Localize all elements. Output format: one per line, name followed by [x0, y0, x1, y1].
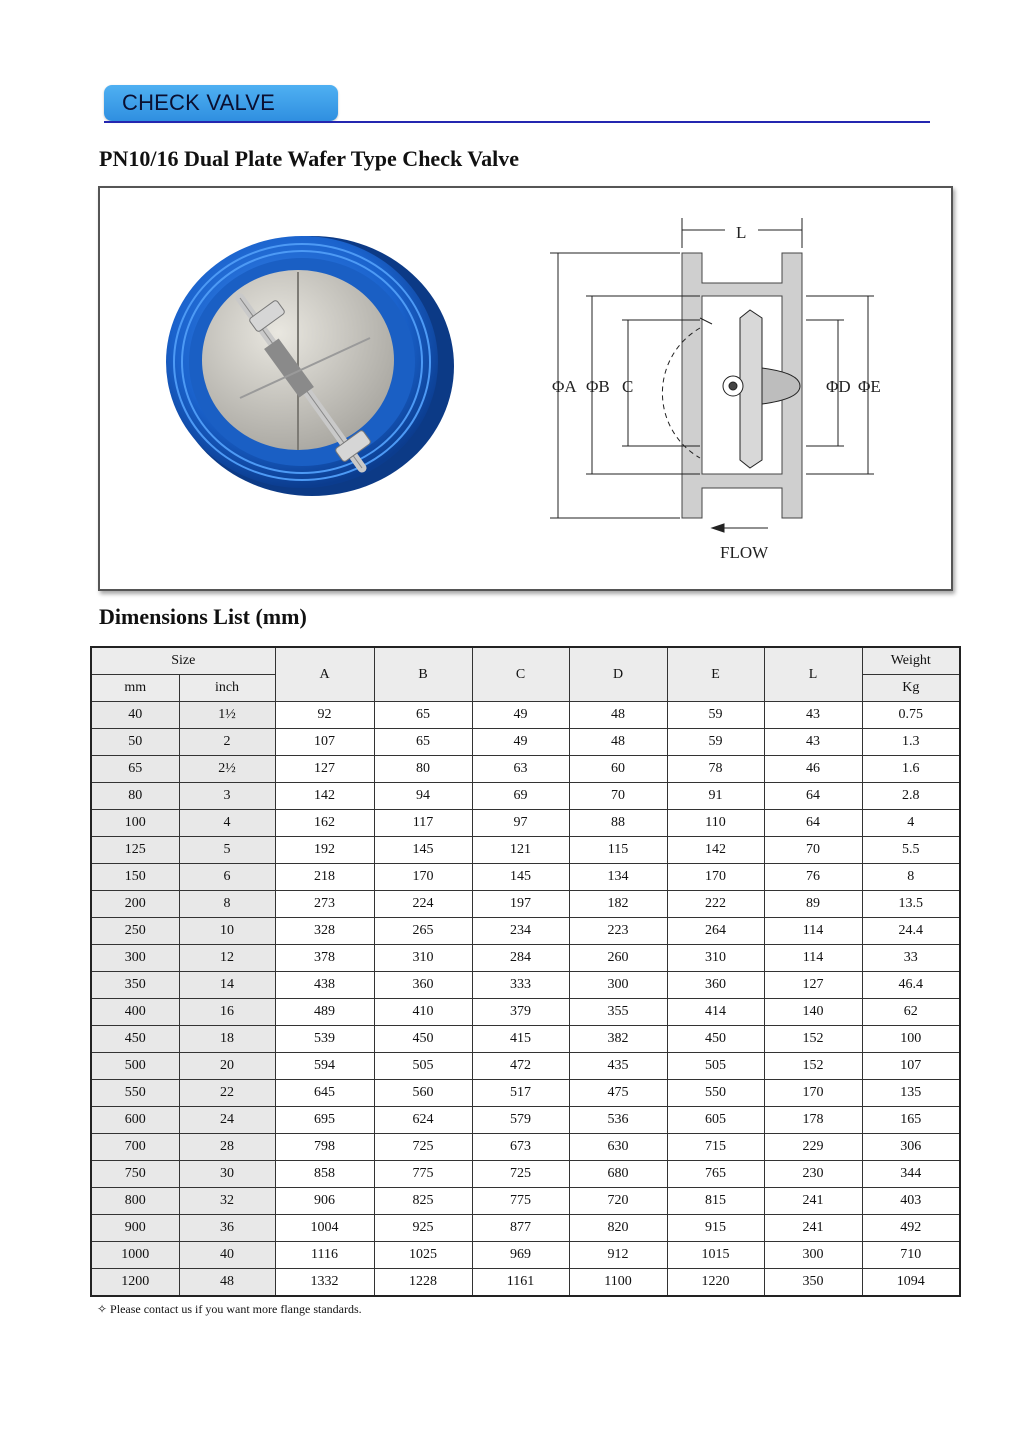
cell-A: 594 [275, 1053, 374, 1080]
cell-B: 80 [374, 756, 472, 783]
cell-B: 360 [374, 972, 472, 999]
table-row [91, 1080, 960, 1107]
cell-L: 241 [764, 1215, 862, 1242]
table-row [91, 1188, 960, 1215]
cell-weight: 46.4 [862, 972, 960, 999]
cell-L: 152 [764, 1053, 862, 1080]
cell-weight: 344 [862, 1161, 960, 1188]
cell-E: 915 [667, 1215, 764, 1242]
cell-inch: 6 [179, 864, 275, 891]
cell-D: 820 [569, 1215, 667, 1242]
cell-L: 127 [764, 972, 862, 999]
cell-L: 114 [764, 945, 862, 972]
cell-weight: 33 [862, 945, 960, 972]
cell-inch: 14 [179, 972, 275, 999]
cell-L: 46 [764, 756, 862, 783]
cell-mm: 900 [91, 1215, 179, 1242]
cell-E: 360 [667, 972, 764, 999]
cell-C: 63 [472, 756, 569, 783]
cell-inch: 40 [179, 1242, 275, 1269]
cell-L: 70 [764, 837, 862, 864]
cell-B: 775 [374, 1161, 472, 1188]
cell-L: 140 [764, 999, 862, 1026]
cell-D: 720 [569, 1188, 667, 1215]
cell-A: 328 [275, 918, 374, 945]
cell-weight: 107 [862, 1053, 960, 1080]
cell-C: 49 [472, 702, 569, 729]
cell-D: 382 [569, 1026, 667, 1053]
cell-C: 472 [472, 1053, 569, 1080]
cell-D: 182 [569, 891, 667, 918]
cell-mm: 80 [91, 783, 179, 810]
cell-E: 815 [667, 1188, 764, 1215]
col-header-C: C [472, 647, 569, 702]
cell-A: 1004 [275, 1215, 374, 1242]
cell-inch: 18 [179, 1026, 275, 1053]
cell-B: 224 [374, 891, 472, 918]
cell-E: 78 [667, 756, 764, 783]
cell-A: 798 [275, 1134, 374, 1161]
cell-A: 378 [275, 945, 374, 972]
cell-E: 1220 [667, 1269, 764, 1297]
table-row [91, 891, 960, 918]
cell-D: 912 [569, 1242, 667, 1269]
cell-C: 49 [472, 729, 569, 756]
cell-A: 127 [275, 756, 374, 783]
product-figure [98, 186, 953, 591]
table-row [91, 837, 960, 864]
cell-D: 223 [569, 918, 667, 945]
cell-D: 355 [569, 999, 667, 1026]
cell-A: 1116 [275, 1242, 374, 1269]
valve-photo [166, 236, 454, 496]
cell-A: 92 [275, 702, 374, 729]
dimensions-table [90, 646, 961, 1297]
cell-D: 70 [569, 783, 667, 810]
cell-weight: 403 [862, 1188, 960, 1215]
cell-inch: 12 [179, 945, 275, 972]
cell-weight: 100 [862, 1026, 960, 1053]
dimensions-title: Dimensions List (mm) [99, 604, 307, 629]
cell-weight: 2.8 [862, 783, 960, 810]
cell-mm: 450 [91, 1026, 179, 1053]
cell-E: 414 [667, 999, 764, 1026]
col-header-D: D [569, 647, 667, 702]
cell-E: 264 [667, 918, 764, 945]
cell-D: 134 [569, 864, 667, 891]
section-banner [104, 85, 338, 121]
cell-L: 43 [764, 702, 862, 729]
cell-E: 110 [667, 810, 764, 837]
cell-B: 925 [374, 1215, 472, 1242]
cell-inch: 16 [179, 999, 275, 1026]
mm-header: mm [91, 675, 179, 702]
cell-weight: 24.4 [862, 918, 960, 945]
table-row [91, 1269, 960, 1297]
cell-inch: 48 [179, 1269, 275, 1297]
cell-B: 145 [374, 837, 472, 864]
cell-B: 65 [374, 702, 472, 729]
cell-B: 450 [374, 1026, 472, 1053]
col-header-E: E [667, 647, 764, 702]
cell-inch: 32 [179, 1188, 275, 1215]
cell-mm: 150 [91, 864, 179, 891]
cell-A: 438 [275, 972, 374, 999]
cell-inch: 22 [179, 1080, 275, 1107]
cell-C: 1161 [472, 1269, 569, 1297]
cell-L: 114 [764, 918, 862, 945]
dimensions-table-body [91, 702, 960, 1297]
cell-mm: 500 [91, 1053, 179, 1080]
cell-D: 680 [569, 1161, 667, 1188]
col-header-L: L [764, 647, 862, 702]
footnote: ✧ Please contact us if you want more flange standards. [97, 1302, 362, 1316]
cell-mm: 200 [91, 891, 179, 918]
cell-E: 222 [667, 891, 764, 918]
cell-C: 517 [472, 1080, 569, 1107]
cell-mm: 125 [91, 837, 179, 864]
cell-L: 170 [764, 1080, 862, 1107]
cell-inch: 30 [179, 1161, 275, 1188]
cell-L: 229 [764, 1134, 862, 1161]
cell-E: 59 [667, 702, 764, 729]
table-row [91, 1215, 960, 1242]
cell-L: 43 [764, 729, 862, 756]
cell-D: 300 [569, 972, 667, 999]
cell-L: 89 [764, 891, 862, 918]
cell-L: 64 [764, 810, 862, 837]
cell-mm: 750 [91, 1161, 179, 1188]
cell-L: 178 [764, 1107, 862, 1134]
cell-D: 536 [569, 1107, 667, 1134]
cell-B: 117 [374, 810, 472, 837]
table-row [91, 1134, 960, 1161]
cell-A: 539 [275, 1026, 374, 1053]
cell-weight: 62 [862, 999, 960, 1026]
cell-mm: 400 [91, 999, 179, 1026]
cell-C: 284 [472, 945, 569, 972]
cell-C: 877 [472, 1215, 569, 1242]
cell-B: 505 [374, 1053, 472, 1080]
table-row [91, 918, 960, 945]
cell-weight: 1094 [862, 1269, 960, 1297]
cell-E: 550 [667, 1080, 764, 1107]
cell-A: 489 [275, 999, 374, 1026]
cell-E: 1015 [667, 1242, 764, 1269]
cell-inch: 1½ [179, 702, 275, 729]
cell-weight: 0.75 [862, 702, 960, 729]
cell-mm: 1200 [91, 1269, 179, 1297]
dim-label-E: ΦE [858, 377, 881, 396]
cell-inch: 24 [179, 1107, 275, 1134]
banner-label: CHECK VALVE [122, 90, 275, 115]
cell-mm: 700 [91, 1134, 179, 1161]
dim-label-D: ΦD [826, 377, 851, 396]
size-header: Size [91, 647, 275, 675]
cell-L: 300 [764, 1242, 862, 1269]
cell-D: 60 [569, 756, 667, 783]
cell-D: 475 [569, 1080, 667, 1107]
dim-label-A: ΦA [552, 377, 577, 396]
cell-A: 192 [275, 837, 374, 864]
cell-B: 1025 [374, 1242, 472, 1269]
table-row [91, 1026, 960, 1053]
cell-A: 107 [275, 729, 374, 756]
dim-label-B: ΦB [586, 377, 610, 396]
cell-inch: 2½ [179, 756, 275, 783]
cell-A: 695 [275, 1107, 374, 1134]
cell-C: 97 [472, 810, 569, 837]
cell-E: 59 [667, 729, 764, 756]
cell-C: 333 [472, 972, 569, 999]
cell-mm: 50 [91, 729, 179, 756]
cell-B: 1228 [374, 1269, 472, 1297]
cell-A: 162 [275, 810, 374, 837]
cell-A: 218 [275, 864, 374, 891]
dim-label-L: L [736, 223, 747, 242]
cell-mm: 250 [91, 918, 179, 945]
cell-mm: 600 [91, 1107, 179, 1134]
cell-E: 765 [667, 1161, 764, 1188]
cell-mm: 550 [91, 1080, 179, 1107]
cell-inch: 4 [179, 810, 275, 837]
cell-D: 435 [569, 1053, 667, 1080]
cell-weight: 1.6 [862, 756, 960, 783]
cell-C: 775 [472, 1188, 569, 1215]
cell-C: 579 [472, 1107, 569, 1134]
table-row [91, 783, 960, 810]
cell-mm: 40 [91, 702, 179, 729]
cell-weight: 135 [862, 1080, 960, 1107]
cell-A: 273 [275, 891, 374, 918]
cell-C: 121 [472, 837, 569, 864]
cell-B: 560 [374, 1080, 472, 1107]
flow-label: FLOW [720, 543, 769, 562]
cell-inch: 5 [179, 837, 275, 864]
table-row [91, 864, 960, 891]
cell-L: 350 [764, 1269, 862, 1297]
cell-B: 410 [374, 999, 472, 1026]
cell-C: 145 [472, 864, 569, 891]
cell-mm: 1000 [91, 1242, 179, 1269]
cell-inch: 36 [179, 1215, 275, 1242]
table-row [91, 999, 960, 1026]
valve-illustration [100, 188, 951, 589]
cell-B: 265 [374, 918, 472, 945]
cell-weight: 306 [862, 1134, 960, 1161]
cell-D: 48 [569, 729, 667, 756]
table-row [91, 729, 960, 756]
cell-inch: 10 [179, 918, 275, 945]
cell-inch: 3 [179, 783, 275, 810]
table-row [91, 1053, 960, 1080]
cell-C: 415 [472, 1026, 569, 1053]
cell-inch: 20 [179, 1053, 275, 1080]
cell-B: 825 [374, 1188, 472, 1215]
cell-B: 94 [374, 783, 472, 810]
table-row [91, 810, 960, 837]
cell-A: 645 [275, 1080, 374, 1107]
col-header-B: B [374, 647, 472, 702]
cell-C: 725 [472, 1161, 569, 1188]
cell-C: 673 [472, 1134, 569, 1161]
cell-L: 76 [764, 864, 862, 891]
cell-mm: 800 [91, 1188, 179, 1215]
table-row [91, 1242, 960, 1269]
col-header-A: A [275, 647, 374, 702]
cell-B: 624 [374, 1107, 472, 1134]
table-row [91, 756, 960, 783]
cell-E: 715 [667, 1134, 764, 1161]
cell-L: 64 [764, 783, 862, 810]
cell-inch: 8 [179, 891, 275, 918]
cell-C: 197 [472, 891, 569, 918]
cell-C: 69 [472, 783, 569, 810]
table-row [91, 702, 960, 729]
cell-weight: 13.5 [862, 891, 960, 918]
cell-E: 505 [667, 1053, 764, 1080]
table-row [91, 972, 960, 999]
cell-weight: 165 [862, 1107, 960, 1134]
cell-D: 1100 [569, 1269, 667, 1297]
inch-header: inch [179, 675, 275, 702]
cell-inch: 2 [179, 729, 275, 756]
cell-D: 48 [569, 702, 667, 729]
cell-A: 858 [275, 1161, 374, 1188]
cell-weight: 4 [862, 810, 960, 837]
cell-A: 906 [275, 1188, 374, 1215]
cell-D: 260 [569, 945, 667, 972]
cell-B: 170 [374, 864, 472, 891]
cell-E: 142 [667, 837, 764, 864]
table-row [91, 945, 960, 972]
cell-weight: 710 [862, 1242, 960, 1269]
cell-E: 170 [667, 864, 764, 891]
cell-E: 91 [667, 783, 764, 810]
cell-C: 379 [472, 999, 569, 1026]
cell-D: 115 [569, 837, 667, 864]
dim-label-C: C [622, 377, 634, 396]
cell-weight: 1.3 [862, 729, 960, 756]
cell-A: 1332 [275, 1269, 374, 1297]
cell-C: 969 [472, 1242, 569, 1269]
cell-B: 310 [374, 945, 472, 972]
table-row [91, 1107, 960, 1134]
cell-mm: 100 [91, 810, 179, 837]
valve-drawing [550, 218, 874, 532]
cell-D: 88 [569, 810, 667, 837]
cell-B: 65 [374, 729, 472, 756]
page-title: PN10/16 Dual Plate Wafer Type Check Valve [99, 146, 520, 171]
cell-mm: 65 [91, 756, 179, 783]
cell-L: 241 [764, 1188, 862, 1215]
weight-unit: Kg [862, 675, 960, 702]
banner-divider [104, 121, 930, 123]
cell-E: 605 [667, 1107, 764, 1134]
cell-E: 450 [667, 1026, 764, 1053]
cell-D: 630 [569, 1134, 667, 1161]
cell-mm: 350 [91, 972, 179, 999]
cell-mm: 300 [91, 945, 179, 972]
cell-weight: 492 [862, 1215, 960, 1242]
cell-E: 310 [667, 945, 764, 972]
cell-inch: 28 [179, 1134, 275, 1161]
weight-header: Weight [862, 647, 960, 675]
cell-L: 152 [764, 1026, 862, 1053]
cell-weight: 5.5 [862, 837, 960, 864]
table-row [91, 1161, 960, 1188]
cell-C: 234 [472, 918, 569, 945]
cell-weight: 8 [862, 864, 960, 891]
cell-A: 142 [275, 783, 374, 810]
cell-L: 230 [764, 1161, 862, 1188]
cell-B: 725 [374, 1134, 472, 1161]
